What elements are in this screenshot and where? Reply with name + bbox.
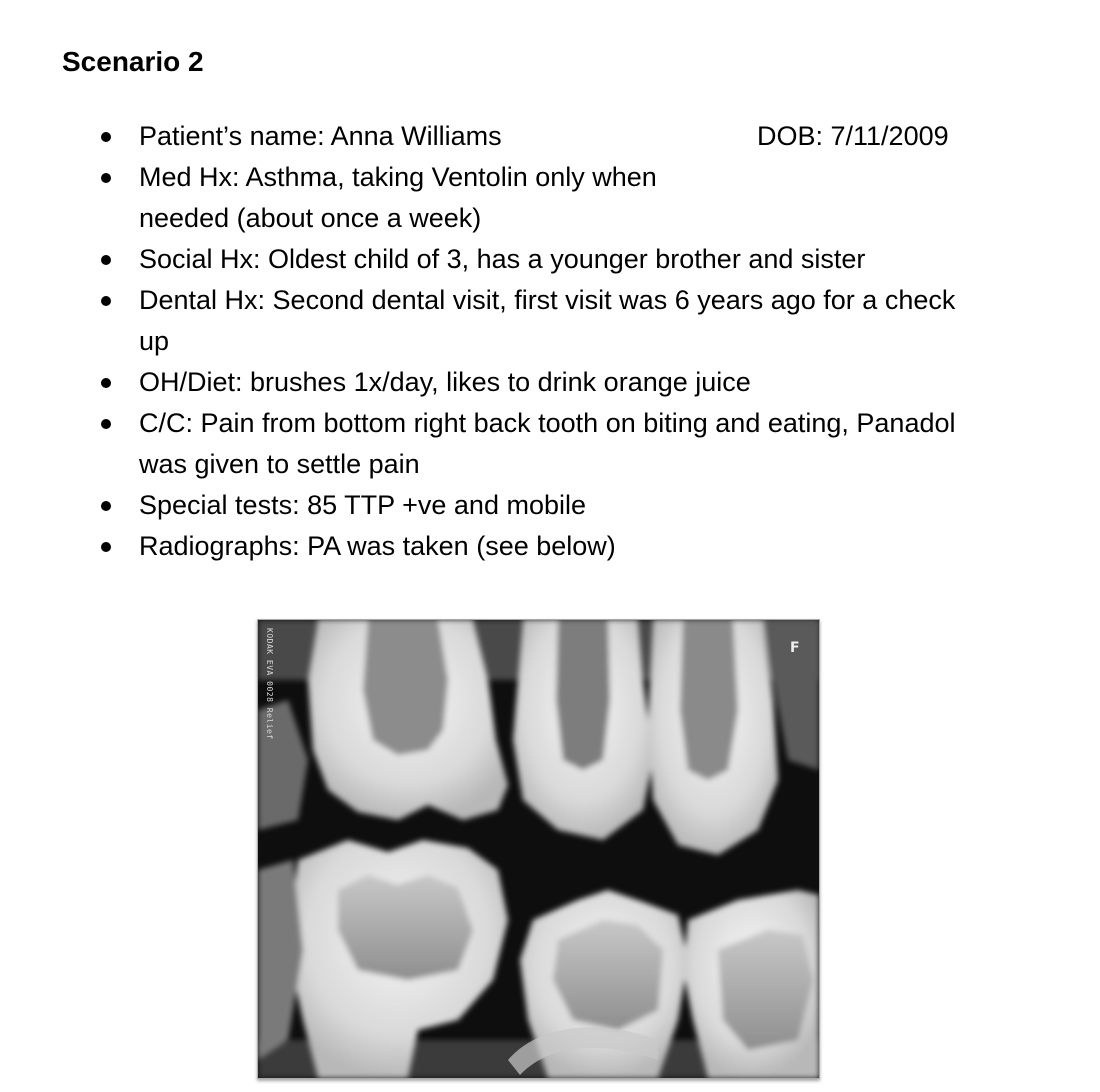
dental-hx-text: Dental Hx: Second dental visit, first visit was 6 years ago for a check up <box>139 285 956 356</box>
bullet-icon <box>101 132 111 142</box>
bullet-icon <box>101 542 111 552</box>
bullet-icon <box>101 419 111 429</box>
radiographs-text: Radiographs: PA was taken (see below) <box>139 531 616 561</box>
list-item-oh-diet <box>0 362 979 403</box>
bullet-icon <box>101 255 111 265</box>
med-hx-text: Med Hx: Asthma, taking Ventolin only when needed (about once a week) <box>139 162 657 233</box>
list-item-patient-name <box>0 116 979 157</box>
special-tests-text: Special tests: 85 TTP +ve and mobile <box>139 490 587 520</box>
document-title: Scenario 2 <box>62 46 204 77</box>
list-item-med-hx <box>0 157 979 239</box>
bullet-icon <box>101 378 111 388</box>
chief-complaint-text: C/C: Pain from bottom right back tooth on biting and eating, Panadol was given to settle pain <box>139 408 956 479</box>
list-item-dental-hx <box>0 280 979 362</box>
dental-radiograph-image <box>257 619 820 1079</box>
oh-diet-text: OH/Diet: brushes 1x/day, likes to drink orange juice <box>139 367 751 397</box>
list-item-chief-complaint <box>0 403 979 485</box>
bullet-icon <box>101 501 111 511</box>
social-hx-text: Social Hx: Oldest child of 3, has a younger brother and sister <box>139 244 866 274</box>
list-item-radiographs <box>0 526 979 567</box>
radiograph-drawing <box>258 620 819 1078</box>
patient-dob: DOB: 7/11/2009 <box>757 121 949 151</box>
film-orientation-marker: F <box>790 640 800 656</box>
bullet-icon <box>101 173 111 183</box>
patient-name: Patient’s name: Anna Williams <box>139 121 502 151</box>
list-item-special-tests <box>0 485 979 526</box>
list-item-social-hx <box>0 239 979 280</box>
patient-info-list <box>0 116 1100 567</box>
bullet-icon <box>101 296 111 306</box>
film-label: KODAK EVA 0028 Relief <box>265 628 274 740</box>
